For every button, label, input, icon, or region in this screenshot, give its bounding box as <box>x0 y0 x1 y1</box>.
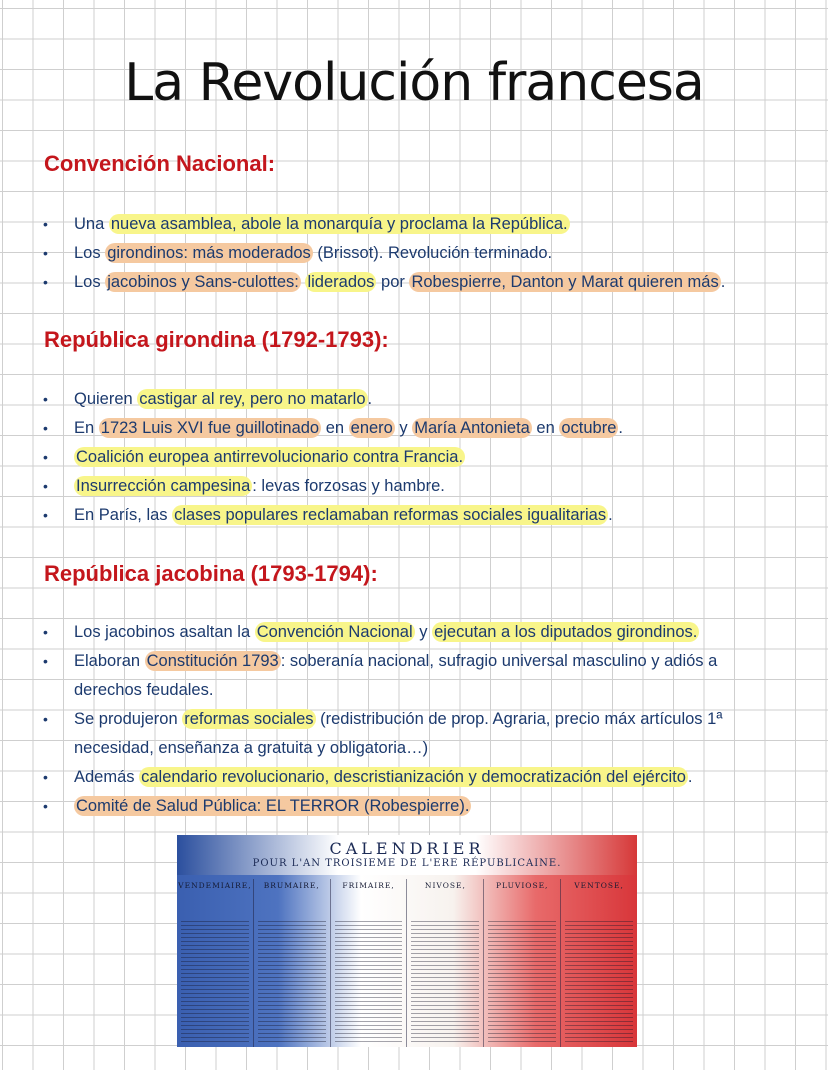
text-segment: en <box>531 419 560 437</box>
section-list <box>40 618 780 821</box>
list-item <box>40 239 780 268</box>
list-item <box>40 472 780 501</box>
section-list <box>40 210 780 297</box>
page-title: La Revolución francesa <box>124 52 704 113</box>
calendar-day-lines <box>565 921 633 1043</box>
highlighted-text: Constitución 1793 <box>146 652 279 670</box>
highlighted-text: Coalición europea antirrevolucionario contra Francia. <box>76 448 464 466</box>
list-item <box>40 414 780 443</box>
text-segment: Elaboran <box>74 652 145 670</box>
text-segment: Además <box>74 768 140 786</box>
section-list <box>40 385 780 530</box>
text-segment: En <box>74 419 99 437</box>
calendar-day-lines <box>335 921 403 1043</box>
list-item <box>40 443 780 472</box>
list-item <box>40 705 780 763</box>
text-segment: . <box>720 273 726 291</box>
calendar-month-name: BRUMAIRE, <box>263 881 320 890</box>
calendar-month-name: VENDEMIAIRE, <box>178 881 252 890</box>
text-segment: Una <box>74 215 109 233</box>
text-segment: y <box>394 419 413 437</box>
highlighted-text: castigar al rey, pero no matarlo <box>139 390 366 408</box>
text-segment: Se produjeron <box>74 710 183 728</box>
text-segment: . <box>618 419 624 437</box>
list-item <box>40 210 780 239</box>
section-heading-girondina: República girondina (1792-1793): <box>44 327 389 352</box>
calendar-subtitle: POUR L'AN TROISIEME DE L'ERE RÉPUBLICAINE. <box>252 858 562 869</box>
highlighted-text: octubre <box>561 419 617 437</box>
list-item <box>40 501 780 530</box>
text-segment: Los jacobinos asaltan la <box>74 623 255 641</box>
text-segment: por <box>376 273 410 291</box>
text-segment: . <box>608 506 613 524</box>
calendar-day-lines <box>181 921 249 1043</box>
highlighted-text: 1723 Luis XVI fue guillotinado <box>100 419 320 437</box>
calendar-day-lines <box>411 921 479 1043</box>
calendar-month-name: VENTOSE, <box>574 881 624 890</box>
highlighted-text: liderados <box>307 273 375 291</box>
highlighted-text: enero <box>350 419 393 437</box>
calendar-month-column <box>484 879 561 1047</box>
list-item <box>40 792 780 821</box>
section-heading-jacobina: República jacobina (1793-1794): <box>44 561 378 586</box>
highlighted-text: María Antonieta <box>414 419 530 437</box>
highlighted-text: Convención Nacional <box>256 623 413 641</box>
highlighted-text: ejecutan a los diputados girondinos. <box>434 623 698 641</box>
text-segment: : levas forzosas y hambre. <box>252 477 445 495</box>
text-segment: . <box>687 768 693 786</box>
calendar-header <box>177 835 637 875</box>
calendar-month-name: NIVOSE, <box>424 881 466 890</box>
calendar-day-lines <box>488 921 556 1043</box>
highlighted-text: calendario revolucionario, descristianización y democratización del ejército <box>141 768 686 786</box>
calendar-month-name: PLUVIOSE, <box>495 881 549 890</box>
text-segment: y <box>414 623 433 641</box>
text-segment: Los <box>74 273 106 291</box>
highlighted-text: reformas sociales <box>184 710 314 728</box>
highlighted-text: jacobinos y Sans-culottes: <box>107 273 299 291</box>
calendar-month-column <box>561 879 637 1047</box>
list-item <box>40 385 780 414</box>
calendar-image <box>177 835 637 1047</box>
text-segment: En París, las <box>74 506 173 524</box>
text-segment: (redistribución de prop. Agraria, precio máx artículos 1ª necesidad, enseñanza a gratuita y obligatoria…) <box>74 710 723 757</box>
highlighted-text: Comité de Salud Pública: EL TERROR (Robespierre). <box>76 797 470 815</box>
highlighted-text: nueva asamblea, abole la monarquía y proclama la República. <box>110 215 568 233</box>
text-segment: Los <box>74 244 106 262</box>
calendar-day-lines <box>258 921 326 1043</box>
text-segment: en <box>321 419 349 437</box>
list-item <box>40 763 780 792</box>
calendar-month-column <box>254 879 331 1047</box>
calendar-month-column <box>331 879 408 1047</box>
text-segment: . <box>367 390 373 408</box>
highlighted-text: clases populares reclamaban reformas sociales igualitarias <box>174 506 607 524</box>
text-segment: Quieren <box>74 390 138 408</box>
calendar-months <box>177 879 637 1047</box>
calendar-month-column <box>407 879 484 1047</box>
text-segment: : soberanía nacional, sufragio universal masculino y adiós a derechos feudales. <box>74 652 718 699</box>
calendar-month-name: FRIMAIRE, <box>342 881 395 890</box>
calendar-title: CALENDRIER <box>329 839 485 858</box>
highlighted-text: Robespierre, Danton y Marat quieren más <box>411 273 719 291</box>
list-item <box>40 647 780 705</box>
text-segment: (Brissot). Revolución terminado. <box>312 244 553 262</box>
highlighted-text: girondinos: más moderados <box>107 244 311 262</box>
section-heading-convencion: Convención Nacional: <box>44 151 276 176</box>
calendar-month-column <box>177 879 254 1047</box>
highlighted-text: Insurrección campesina <box>76 477 251 495</box>
list-item <box>40 268 780 297</box>
list-item <box>40 618 780 647</box>
